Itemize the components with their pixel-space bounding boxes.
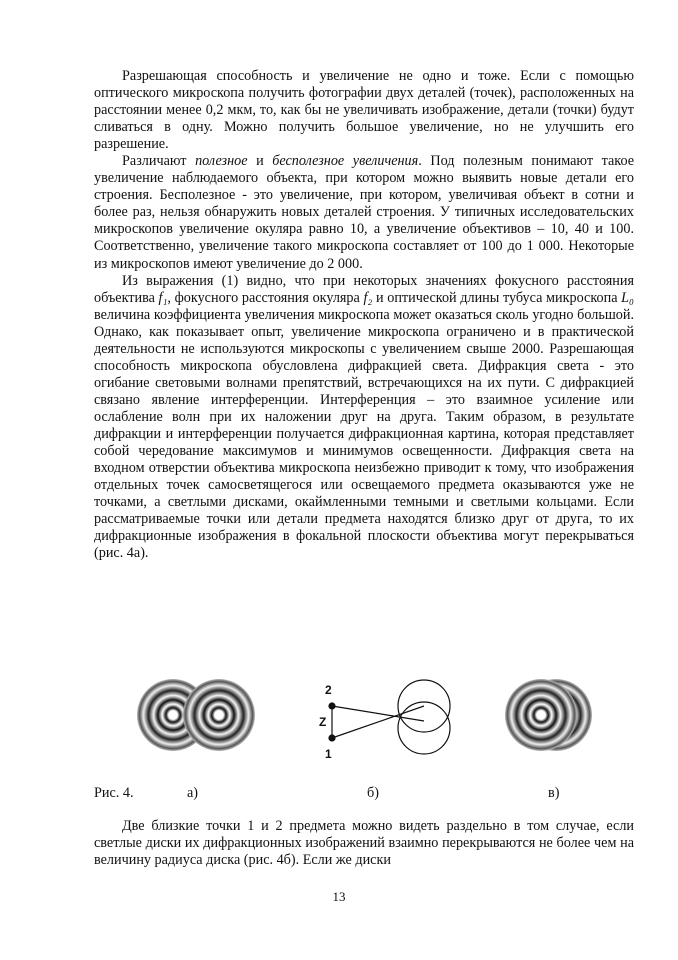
text-run: и оптической длины тубуса микроскопа xyxy=(372,289,622,306)
point-2-label: 2 xyxy=(325,683,332,697)
caption-label-a: а) xyxy=(187,785,199,801)
symbol-f1: f₁ xyxy=(158,289,168,306)
text-run: и xyxy=(247,153,273,170)
point-1-label: 1 xyxy=(325,747,332,761)
text-run: Различают xyxy=(122,153,196,170)
term-useful: полезное xyxy=(195,153,248,170)
z-label: Z xyxy=(319,715,327,729)
text-run: Из выражения (1) видно, что при некоторых значениях фокусного расстояния объектива xyxy=(94,272,634,306)
diffraction-pattern-a xyxy=(137,679,255,751)
figure-4 xyxy=(94,678,634,778)
paragraph-resolution: Разрешающая способность и увеличение не одно и тоже. Если с помощью оптического микроскопа получить фотографии двух деталей (точек), расположенных на расстоянии менее 0,2 мкм, то, как бы не увеличивать изображение, детали (точки) будут сливаться в одну. Можно получить большое увеличение, но не улучшить его разрешение. xyxy=(94,68,634,153)
page-number: 13 xyxy=(332,889,346,904)
diffraction-pattern-c xyxy=(505,679,592,751)
text-run: величина коэффициента увеличения микроскопа может оказаться сколь угодно большой. Однако, как показывает опыт, увеличение микроскопа ограничено и в практической деятельности не используются микроскопы с увеличением свыше 2000. Разрешающая способность микроскопа обусловлена дифракцией света. Дифракция света - это огибание световыми волнами препятствий, встречающихся на их пути. С дифракцией связано явление интерференции. Интерференция – это взаимное усиление или ослабление волн при их наложении друг на друга. Таким образом, в результате дифракции и интерференции получается дифракционная картина, которая представляет собой чередование максимумов и минимумов освещенности. Дифракция света на входном отверстии объектива микроскопа неизбежно приводит к тому, что изображения отдельных точек самосветящегося или освещаемого предмета оказываются уже не точками, а светлыми дисками, окаймленными темными и светлыми кольцами. Если рассматриваемые точки или детали предмета находятся близко друг от друга, то их дифракционные изображения в фокальной плоскости объектива могут перекрываться (рис. 4а). xyxy=(94,306,634,562)
symbol-f2: f₂ xyxy=(363,289,373,306)
body-text xyxy=(94,68,634,562)
term-useless: бесполезное увеличения xyxy=(272,153,419,170)
paragraph-magnification xyxy=(94,153,634,272)
text-run: , фокусного расстояния окуляра xyxy=(167,289,364,306)
diffraction-scheme-b xyxy=(319,680,450,761)
text-run: . Под полезным понимают такое увеличение наблюдаемого объекта, при котором можно выявить новые детали его строения. Бесполезное - это увеличение, при котором, увеличивая объект в сотни и более раз, нельзя обнаружить новых деталей строения. У типичных исследовательских микроскопов увеличение окуляра равно 10, а увеличение объективов – 10, 40 и 100. Соответственно, увеличение такого микроскопа составляет от 100 до 1 000. Некоторые из микроскопов имеют увеличение до 2 000. xyxy=(94,153,635,272)
paragraph-resolution-criterion: Две близкие точки 1 и 2 предмета можно видеть раздельно в том случае, если светлые диски их дифракционных изображений взаимно перекрываются не более чем на величину радиуса диска (рис. 4б). Если же диски xyxy=(94,818,634,869)
paragraph-diffraction xyxy=(94,273,634,563)
caption-label-c: в) xyxy=(548,785,560,801)
body-text-continued xyxy=(94,818,634,869)
figure-caption: Рис. 4. xyxy=(94,785,134,801)
caption-label-b: б) xyxy=(367,785,379,801)
symbol-L0: L₀ xyxy=(621,289,634,306)
